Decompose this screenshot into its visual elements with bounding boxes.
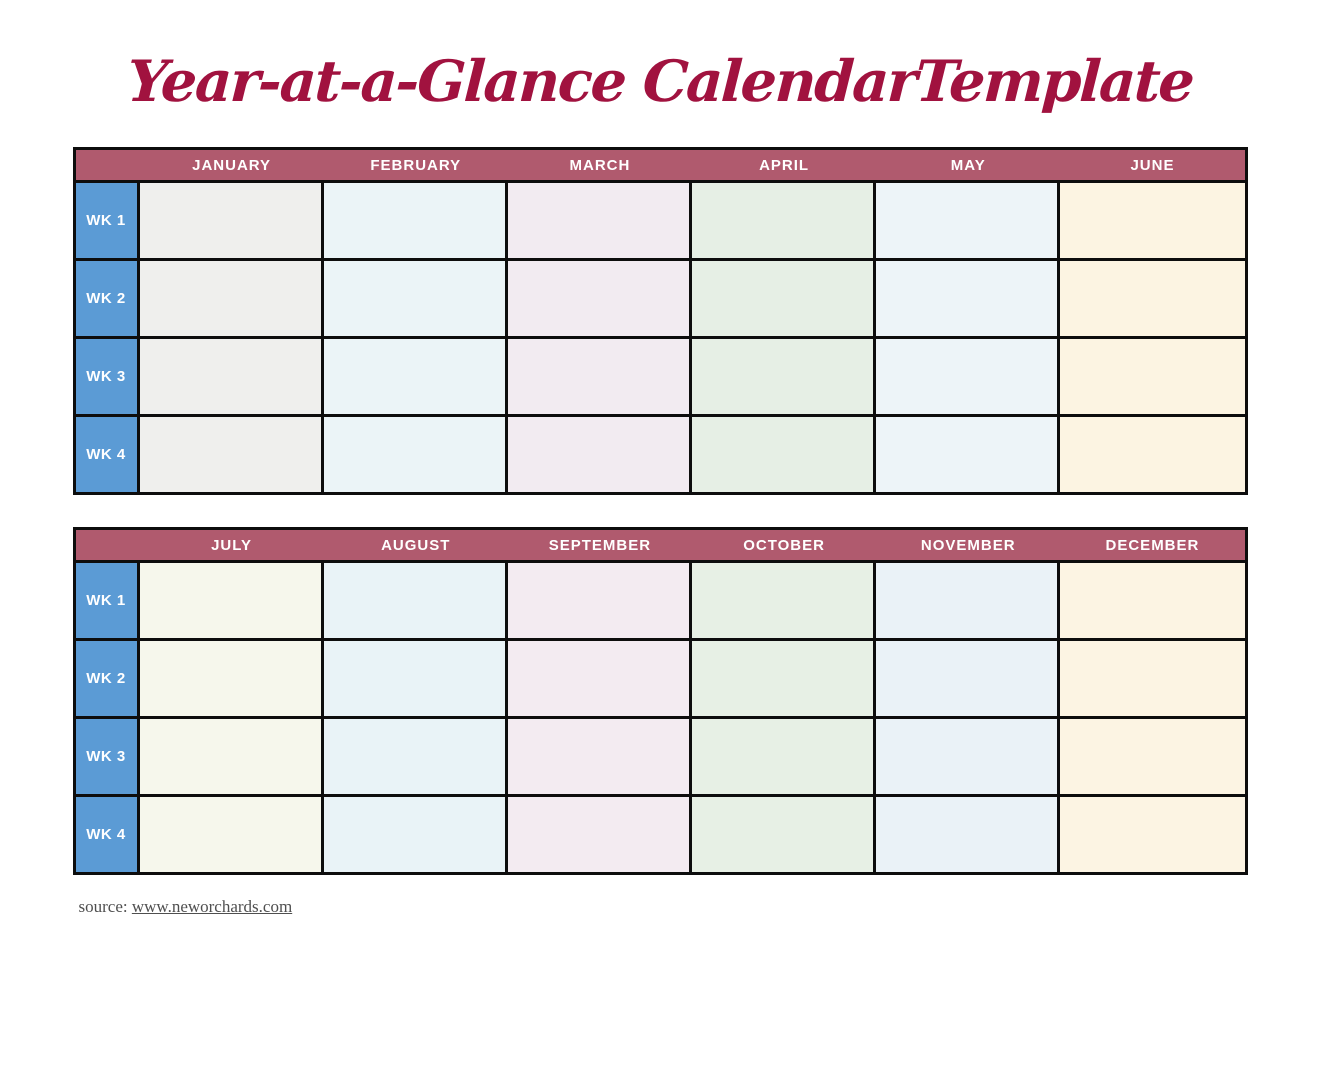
calendar-cell [876,716,1060,794]
calendar-cell [876,794,1060,872]
month-header-row [76,150,1245,180]
calendar-cell [1060,638,1244,716]
source-line [79,897,1248,917]
page-title: Year-at-a-Glance CalendarTemplate [125,48,1195,115]
calendar-cell [324,638,508,716]
calendar-cell [692,336,876,414]
week-label: WK 1 [76,180,140,258]
week-label: WK 3 [76,336,140,414]
calendar-cell [324,794,508,872]
calendar-cell [140,716,324,794]
calendar-cell [876,180,1060,258]
calendar-body [76,560,1245,872]
calendar-cell [324,560,508,638]
week-label: WK 3 [76,716,140,794]
calendar-cell [140,794,324,872]
calendar-cell [324,336,508,414]
calendar-cell [324,180,508,258]
calendar-cell [1060,180,1244,258]
calendar-table-second-half [73,527,1248,875]
calendar-cell [140,258,324,336]
month-header-april: APRIL [759,156,810,174]
calendar-cell [1060,258,1244,336]
calendar-cell [140,180,324,258]
calendar-cell [140,414,324,492]
calendar-cell [324,258,508,336]
month-header-september: SEPTEMBER [548,536,652,554]
source-prefix: source: [78,897,128,917]
month-header-august: AUGUST [381,536,451,554]
month-header-december: DECEMBER [1105,536,1200,554]
week-label: WK 4 [76,414,140,492]
calendar-cell [692,180,876,258]
calendar-cell [140,560,324,638]
calendar-cell [508,258,692,336]
week-label: WK 1 [76,560,140,638]
calendar-cell [1060,336,1244,414]
calendar-cell [692,638,876,716]
calendar-table-first-half [73,147,1248,495]
calendar-container [73,147,1248,917]
calendar-cell [1060,560,1244,638]
calendar-cell [508,560,692,638]
week-label: WK 2 [76,638,140,716]
calendar-cell [324,716,508,794]
calendar-cell [1060,794,1244,872]
calendar-body [76,180,1245,492]
calendar-cell [876,638,1060,716]
calendar-cell [1060,716,1244,794]
calendar-cell [508,638,692,716]
calendar-cell [692,560,876,638]
calendar-cell [508,414,692,492]
calendar-cell [508,180,692,258]
month-header-february: FEBRUARY [370,156,462,174]
calendar-cell [692,414,876,492]
month-header-may: MAY [950,156,986,174]
calendar-cell [140,638,324,716]
calendar-cell [1060,414,1244,492]
month-header-november: NOVEMBER [920,536,1016,554]
month-header-march: MARCH [569,156,631,174]
calendar-cell [508,716,692,794]
month-header-june: JUNE [1130,156,1175,174]
week-label: WK 2 [76,258,140,336]
calendar-cell [692,258,876,336]
calendar-cell [508,336,692,414]
month-header-january: JANUARY [192,156,272,174]
calendar-cell [876,414,1060,492]
calendar-cell [140,336,324,414]
month-header-row [76,530,1245,560]
week-label: WK 4 [76,794,140,872]
calendar-cell [508,794,692,872]
calendar-cell [324,414,508,492]
calendar-cell [876,336,1060,414]
calendar-cell [876,560,1060,638]
calendar-cell [876,258,1060,336]
calendar-cell [692,794,876,872]
source-link[interactable]: www.neworchards.com [131,897,293,917]
calendar-cell [692,716,876,794]
month-header-july: JULY [211,536,253,554]
month-header-october: OCTOBER [743,536,825,554]
